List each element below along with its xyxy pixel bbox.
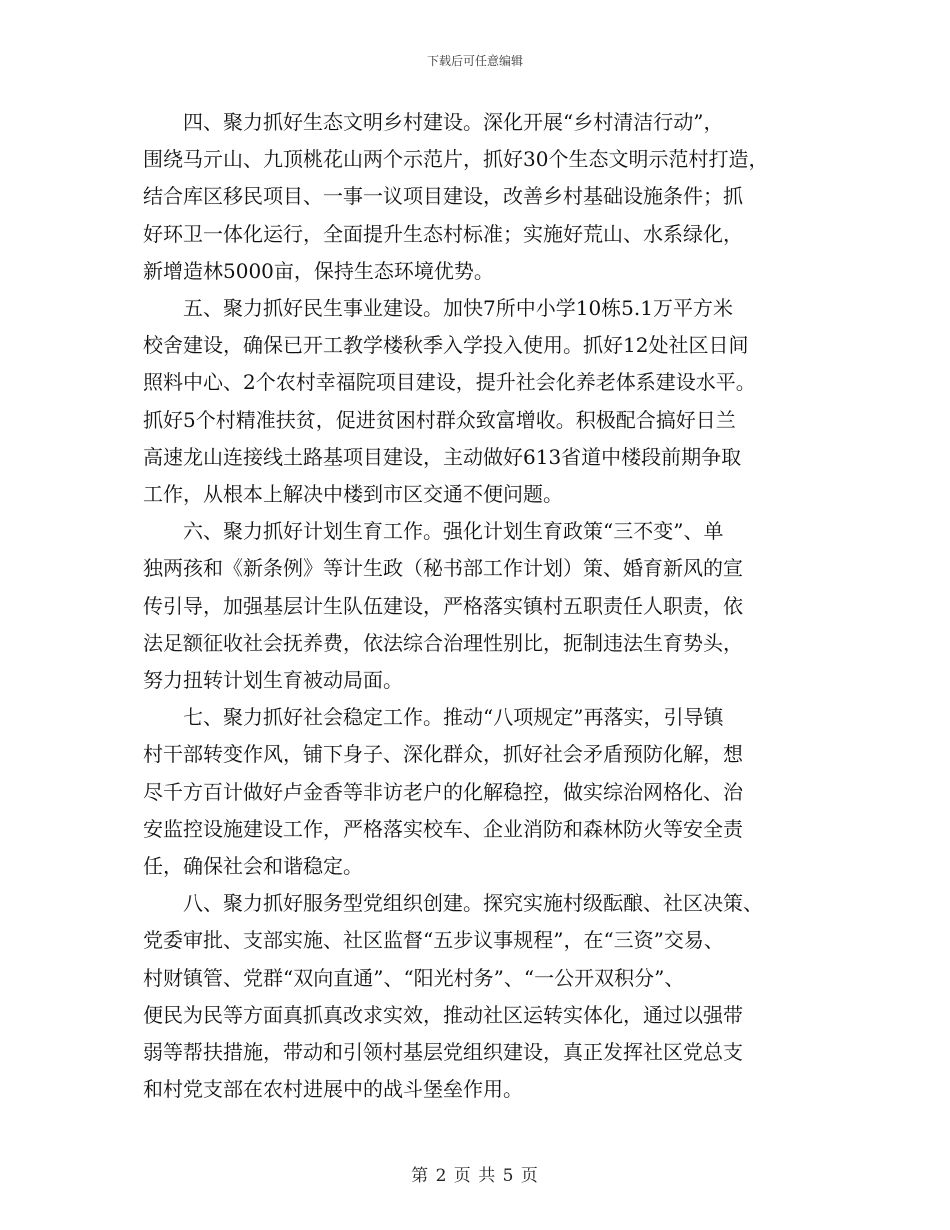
text-line: 法足额征收社会抚养费，依法综合治理性别比，扼制违法生育势头， (143, 630, 743, 655)
text-line: 党委审批、支部实施、社区监督“五步议事规程”，在“三资”交易、 (143, 928, 724, 953)
text-line: 七、聚力抓好社会稳定工作。推动“八项规定”再落实，引导镇 (143, 705, 724, 730)
text-line: 围绕马亓山、九顶桃花山两个示范片，抓好30个生态文明示范村打造， (143, 147, 769, 172)
page-footer: 第 2 页 共 5 页 (411, 1166, 539, 1186)
text-line: 独两孩和《新条例》等计生政（秘书部工作计划）策、婚育新风的宣 (143, 556, 743, 581)
text-line: 四、聚力抓好生态文明乡村建设。深化开展“乡村清洁行动”， (143, 110, 724, 134)
text-line: 工作，从根本上解决中楼到市区交通不便问题。 (143, 482, 563, 507)
paragraph-7 (143, 699, 823, 885)
text-line: 便民为民等方面真抓真改求实效，推动社区运转实体化，通过以强带 (143, 1002, 743, 1027)
text-line: 村财镇管、党群“双向直通”、“阳光村务”、“一公开双积分”、 (143, 965, 685, 990)
text-line: 村干部转变作风，铺下身子、深化群众，抓好社会矛盾预防化解，想 (143, 742, 743, 767)
text-line: 新增造林5000亩，保持生态环境优势。 (143, 258, 494, 283)
text-line: 好环卫一体化运行，全面提升生态村标准；实施好荒山、水系绿化， (143, 221, 743, 246)
text-line: 八、聚力抓好服务型党组织创建。探究实施村级酝酿、社区决策、 (143, 891, 763, 916)
text-line: 校舍建设，确保已开工教学楼秋季入学投入使用。抓好12处社区日间 (143, 333, 749, 358)
text-line: 弱等帮扶措施，带动和引领村基层党组织建设，真正发挥社区党总支 (143, 1040, 743, 1065)
text-line: 高速龙山连接线土路基项目建设，主动做好613省道中楼段前期争取 (143, 444, 742, 469)
text-line: 抓好5个村精准扶贫，促进贫困村群众致富增收。积极配合搞好日兰 (143, 407, 736, 432)
text-line: 任，确保社会和谐稳定。 (143, 854, 363, 879)
paragraph-4 (143, 104, 823, 290)
text-line: 五、聚力抓好民生事业建设。加快7所中小学10栋5.1万平方米 (143, 296, 733, 321)
text-line: 安监控设施建设工作，严格落实校车、企业消防和森林防火等安全责 (143, 816, 743, 841)
text-line: 努力扭转计划生育被动局面。 (143, 668, 403, 693)
paragraph-6 (143, 513, 823, 699)
document-body (143, 104, 823, 1108)
text-line: 尽千方百计做好卢金香等非访老户的化解稳控，做实综治网格化、治 (143, 779, 743, 804)
text-line: 照料中心、2个农村幸福院项目建设，提升社会化养老体系建设水平。 (143, 370, 756, 395)
text-line: 传引导，加强基层计生队伍建设，严格落实镇村五职责任人职责，依 (143, 593, 743, 618)
text-line: 结合库区移民项目、一事一议项目建设，改善乡村基础设施条件；抓 (143, 184, 743, 209)
text-line: 六、聚力抓好计划生育工作。强化计划生育政策“三不变”、单 (143, 519, 724, 544)
text-line: 和村党支部在农村进展中的战斗堡垒作用。 (143, 1077, 523, 1102)
page-header: 下载后可任意编辑 (426, 54, 523, 68)
paragraph-5 (143, 290, 823, 513)
paragraph-8 (143, 885, 823, 1108)
